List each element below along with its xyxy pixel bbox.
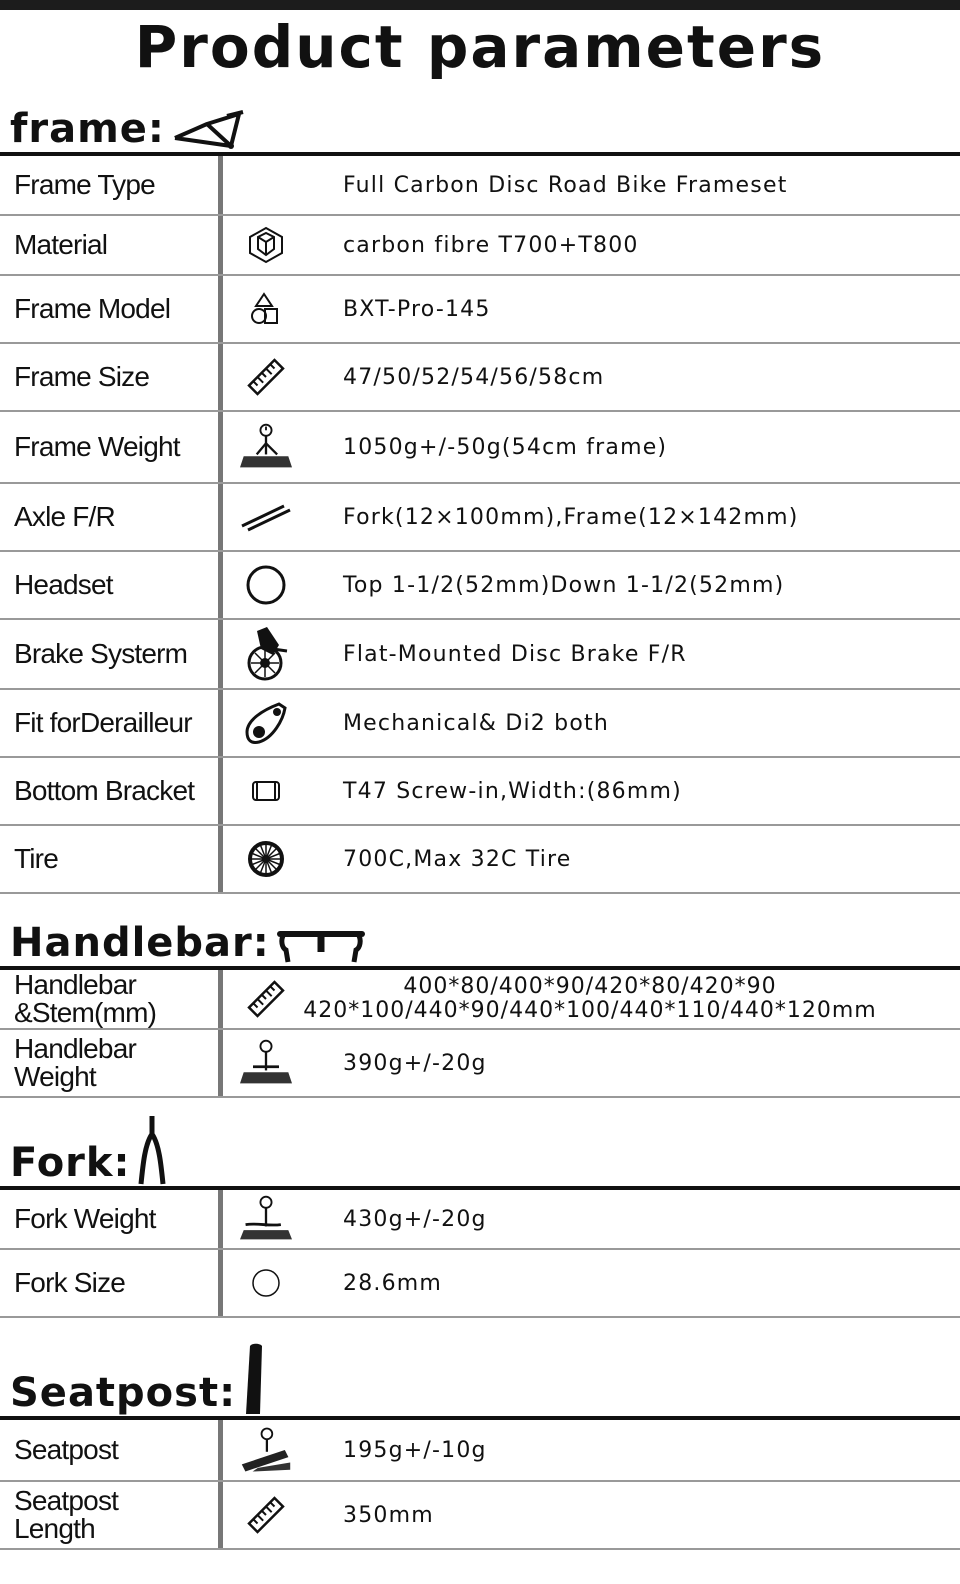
table-row (0, 552, 960, 618)
row-value: Flat-Mounted Disc Brake F/R (343, 641, 687, 667)
seatpost-section-title (10, 1338, 268, 1416)
table-row (0, 216, 960, 274)
table-row (0, 1420, 960, 1480)
table-row (0, 344, 960, 410)
row-value: Mechanical& Di2 both (343, 710, 609, 736)
fork-section-label: Fork: (10, 1140, 131, 1186)
handlebar-section-title (10, 914, 366, 966)
ruler-icon (240, 344, 292, 410)
row-divider (0, 1548, 960, 1550)
seatpost-icon (242, 1342, 268, 1416)
row-label (14, 970, 156, 1028)
row-value: 195g+/-10g (343, 1437, 487, 1463)
frame-section-label: frame: (10, 106, 165, 152)
row-value: 390g+/-20g (343, 1050, 487, 1076)
table-row (0, 484, 960, 550)
table-row (0, 970, 960, 1028)
row-label-line: Handlebar (14, 969, 136, 1000)
row-label-line: Seatpost (14, 1485, 119, 1516)
fork-icon (137, 1114, 167, 1186)
row-label: Headset (14, 569, 113, 600)
row-label-line: &Stem(mm) (14, 997, 157, 1028)
disc-brake-icon (240, 620, 292, 688)
row-label: Brake Systerm (14, 638, 188, 669)
row-value: 28.6mm (343, 1270, 443, 1296)
table-row (0, 412, 960, 482)
table-row (0, 1030, 960, 1096)
row-value: Fork(12×100mm),Frame(12×142mm) (343, 504, 799, 530)
cube-icon (240, 216, 292, 274)
row-divider (0, 1316, 960, 1318)
row-value: 47/50/52/54/56/58cm (343, 364, 605, 390)
row-value: Top 1-1/2(52mm)Down 1-1/2(52mm) (343, 572, 785, 598)
row-label: Axle F/R (14, 501, 115, 532)
table-row (0, 276, 960, 342)
row-value (230, 970, 950, 1028)
table-row (0, 1482, 960, 1548)
axle-icon (240, 484, 292, 550)
row-value: 1050g+/-50g(54cm frame) (343, 434, 668, 460)
page-title: Product parameters (134, 13, 826, 81)
row-value: 700C,Max 32C Tire (343, 846, 572, 872)
row-label: Tire (14, 843, 58, 874)
seatpost-section-label: Seatpost: (10, 1370, 237, 1416)
row-label-line: Weight (14, 1061, 96, 1092)
row-label: Fit forDerailleur (14, 707, 192, 738)
row-divider (0, 1096, 960, 1098)
row-label (14, 1482, 118, 1548)
row-divider (0, 892, 960, 894)
row-label: Frame Type (14, 169, 155, 200)
table-row (0, 826, 960, 892)
row-value: T47 Screw-in,Width:(86mm) (343, 778, 682, 804)
table-row (0, 1190, 960, 1248)
row-label-line: Handlebar (14, 1033, 136, 1064)
derailleur-icon (240, 690, 292, 756)
row-label: Bottom Bracket (14, 775, 195, 806)
shapes-icon (240, 276, 292, 342)
row-label-line: Length (14, 1513, 95, 1544)
row-value-line: 420*100/440*90/440*100/440*110/440*120mm (303, 998, 877, 1023)
row-label: Material (14, 229, 108, 260)
table-row (0, 1250, 960, 1316)
table-row (0, 156, 960, 214)
table-row (0, 690, 960, 756)
bike-frame-icon (171, 110, 245, 152)
row-value: 430g+/-20g (343, 1206, 487, 1232)
handlebar-section-label: Handlebar: (10, 920, 270, 966)
frame-section-title (10, 104, 245, 152)
row-value: carbon fibre T700+T800 (343, 232, 639, 258)
row-value-line: 400*80/400*90/420*80/420*90 (403, 974, 777, 999)
row-label: Seatpost (14, 1434, 119, 1465)
circle-icon (240, 1250, 292, 1316)
scale-icon (240, 1030, 292, 1096)
scale-icon (240, 1420, 292, 1480)
row-label: Frame Model (14, 293, 171, 324)
top-border (0, 0, 960, 10)
row-value: 350mm (343, 1502, 434, 1528)
row-label: Fork Weight (14, 1203, 156, 1234)
bottom-bracket-icon (240, 758, 292, 824)
ring-icon (240, 552, 292, 618)
table-row (0, 758, 960, 824)
row-value: Full Carbon Disc Road Bike Frameset (343, 172, 788, 198)
wheel-icon (240, 826, 292, 892)
handlebar-icon (276, 926, 366, 966)
fork-section-title (10, 1110, 167, 1186)
row-label: Frame Weight (14, 431, 180, 462)
table-row (0, 620, 960, 688)
scale-icon (240, 1190, 292, 1248)
scale-icon (240, 412, 292, 482)
row-label (14, 1030, 136, 1096)
row-label: Frame Size (14, 361, 150, 392)
ruler-icon (240, 1482, 292, 1548)
row-label: Fork Size (14, 1267, 126, 1298)
row-value: BXT-Pro-145 (343, 296, 491, 322)
